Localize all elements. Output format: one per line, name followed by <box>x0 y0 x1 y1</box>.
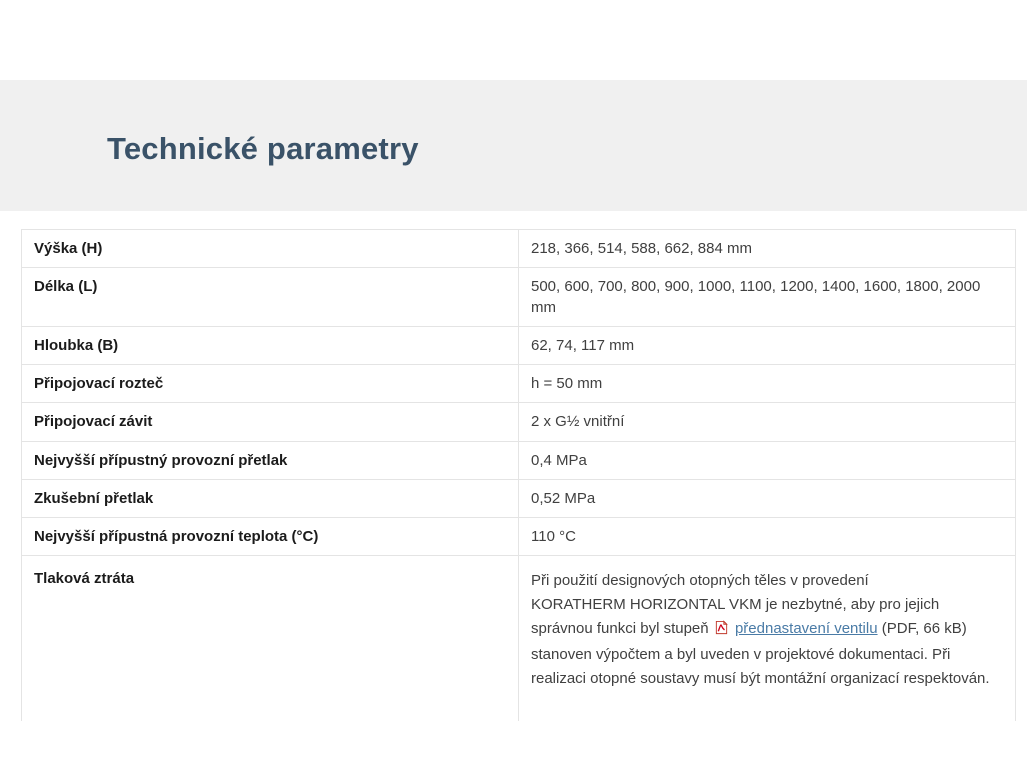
heading-band <box>0 80 1027 211</box>
table-row <box>22 229 1015 267</box>
param-label: Výška (H) <box>22 230 519 267</box>
pressure-loss-line1: Při použití designových otopných těles v provedení <box>531 572 869 590</box>
pdf-file-icon <box>714 619 729 643</box>
param-label: Nejvyšší přípustný provozní přetlak <box>22 442 519 479</box>
param-label: Připojovací závit <box>22 403 519 440</box>
table-row <box>22 267 1015 326</box>
param-value: 500, 600, 700, 800, 900, 1000, 1100, 1200, 1400, 1600, 1800, 2000 mm <box>531 278 981 316</box>
param-value: 110 °C <box>531 528 576 545</box>
page-title: Technické parametry <box>107 131 419 166</box>
param-value: 0,52 MPa <box>531 489 596 507</box>
param-value: 62, 74, 117 mm <box>531 336 635 354</box>
table-row <box>22 441 1015 479</box>
preset-valve-pdf-link[interactable]: přednastavení ventilu <box>734 620 878 638</box>
pressure-loss-post-link: (PDF, 66 kB) stanoven výpočtem a byl uveden v projektové dokumentaci. Při realizaci otopné soustavy musí být montážní organizací respektován. <box>531 620 990 688</box>
param-label: Zkušební přetlak <box>22 480 519 517</box>
param-label: Připojovací rozteč <box>22 365 519 402</box>
table-row <box>22 326 1015 364</box>
pressure-loss-pre-link: KORATHERM HORIZONTAL VKM je nezbytné, aby pro jejich správnou funkci byl stupeň <box>531 596 940 638</box>
param-value: 0,4 MPa <box>531 451 587 469</box>
table-row <box>22 517 1015 555</box>
pressure-loss-text <box>519 556 1015 721</box>
table-row <box>22 402 1015 440</box>
param-label: Délka (L) <box>22 268 519 326</box>
technical-parameters-table <box>21 229 1016 721</box>
param-label: Hloubka (B) <box>22 327 519 364</box>
param-label: Tlaková ztráta <box>22 556 519 721</box>
param-label: Nejvyšší přípustná provozní teplota (°C) <box>22 518 519 555</box>
param-value: 218, 366, 514, 588, 662, 884 mm <box>531 240 752 257</box>
table-row <box>22 364 1015 402</box>
top-whitespace <box>0 0 1027 80</box>
table-row-pressure-loss <box>22 555 1015 721</box>
table-row <box>22 479 1015 517</box>
param-value: h = 50 mm <box>531 375 603 392</box>
param-value: 2 x G½ vnitřní <box>531 413 625 431</box>
